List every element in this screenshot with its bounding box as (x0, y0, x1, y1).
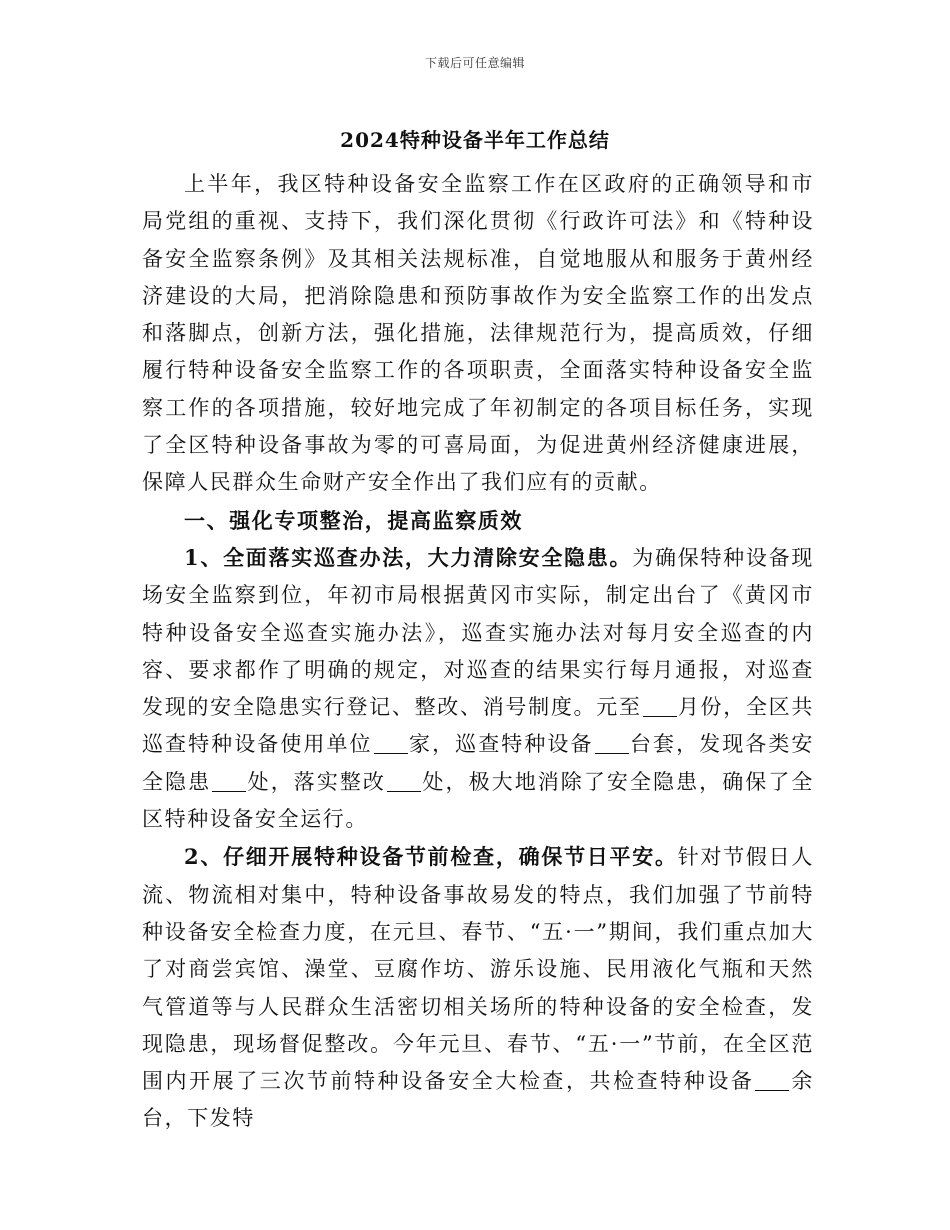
blank-underline (374, 732, 408, 754)
header-note: 下载后可任意编辑 (424, 56, 525, 70)
item-1-lead: 1、全面落实巡查办法，大力清除安全隐患。 (184, 544, 633, 570)
item-1-paragraph (142, 539, 814, 838)
item-2-text-b: 余台，下发特 (142, 1069, 814, 1131)
intro-paragraph: 上半年，我区特种设备安全监察工作在区政府的正确领导和市局党组的重视、支持下，我们深化贯彻《行政许可法》和《特种设备安全监察条例》及其相关法规标准，自觉地服从和服务于黄州经济建设的大局，把消除隐患和预防事故作为安全监察工作的出发点和落脚点，创新方法，强化措施，法律规范行为，提高质效，仔细履行特种设备安全监察工作的各项职责，全面落实特种设备安全监察工作的各项措施，较好地完成了年初制定的各项目标任务，实现了全区特种设备事故为零的可喜局面，为促进黄州经济健康进展，保障人民群众生命财产安全作出了我们应有的贡献。 (142, 172, 814, 495)
item-2-paragraph (142, 838, 814, 1137)
item-2-text-a: 针对节假日人流、物流相对集中，特种设备事故易发的特点，我们加强了节前特种设备安全检查力度，在元旦、春节、“五·一”期间，我们重点加大了对商尝宾馆、澡堂、豆腐作坊、游乐设施、民用液化气瓶和天然气管道等与人民群众生活密切相关场所的特种设备的安全检查，发现隐患，现场督促整改。今年元旦、春节、“五·一”节前，在全区范围内开展了三次节前特种设备安全大检查，共检查特种设备 (142, 845, 814, 1094)
blank-underline (387, 770, 421, 792)
item-1-text-f: 处，极大地消除了安全隐患，确保了全区特种设备安全运行。 (142, 769, 814, 832)
document-body (142, 166, 814, 1138)
blank-underline (643, 695, 677, 717)
item-1-text-a: 为确保特种设备现场安全监察到位，年初市局根据黄冈市实际，制定出台了《黄冈市特种设备安全巡查实施办法》，巡查实施办法对每月安全巡查的内容、要求都作了明确的规定，对巡查的结果实行每月通报，对巡查发现的安全隐患实行登记、整改、消号制度。元至 (142, 545, 814, 720)
blank-underline (755, 1069, 789, 1091)
item-1-text-d: 台套，发现各类安全隐患 (142, 732, 814, 794)
blank-underline (212, 770, 246, 792)
item-1-text-e: 处，落实整改 (247, 769, 386, 794)
item-1-text-c: 家，巡查特种设备 (408, 732, 594, 757)
blank-underline (595, 732, 629, 754)
item-2-lead: 2、仔细开展特种设备节前检查，确保节日平安。 (184, 844, 678, 870)
item-1-text-b: 月份，全区共巡查特种设备使用单位 (142, 695, 814, 757)
document-title: 2024特种设备半年工作总结 (340, 128, 610, 152)
section-heading-1: 一、强化专项整治，提高监察质效 (184, 507, 523, 533)
